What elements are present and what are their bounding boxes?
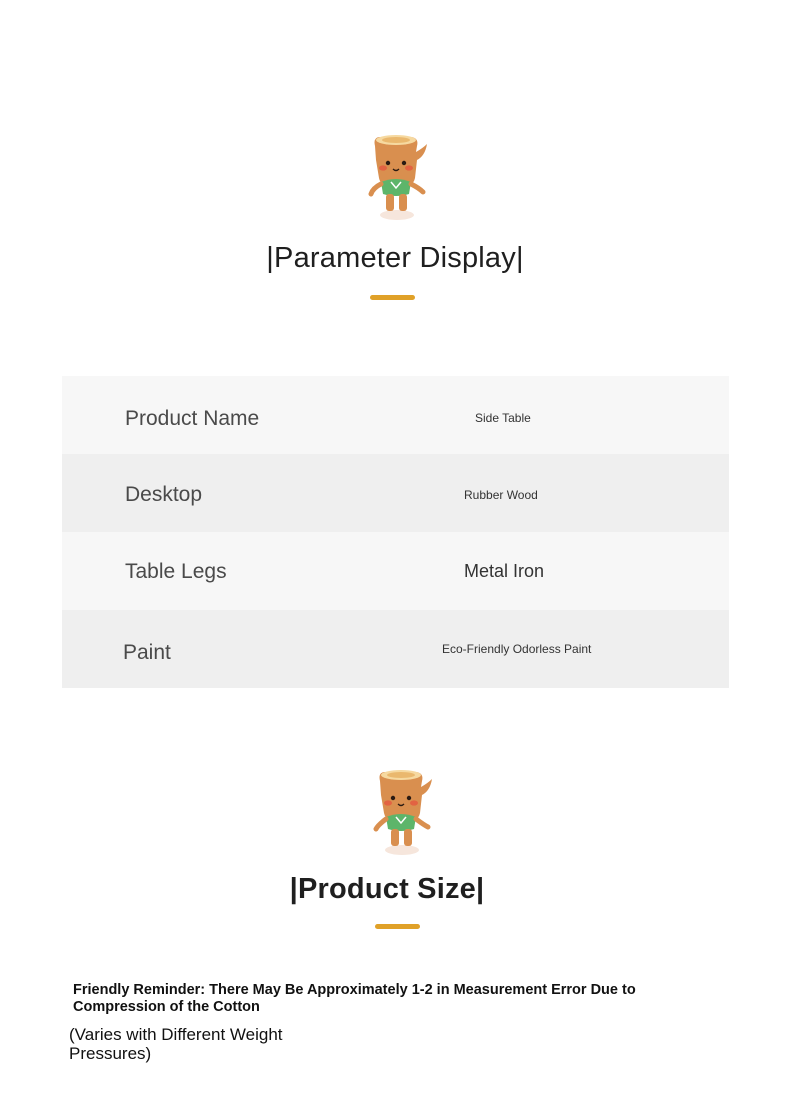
weight-note: (Varies with Different Weight Pressures) [69,1025,283,1063]
row-label: Table Legs [125,560,227,583]
tree-stump-mascot-icon [361,130,433,222]
row-value: Metal Iron [464,561,545,581]
table-row [62,532,729,610]
parameter-table [62,376,729,688]
row-value: Rubber Wood [464,488,538,502]
section-title-parameter-display: |Parameter Display| [266,242,524,274]
measurement-reminder: Friendly Reminder: There May Be Approximately 1-2 in Measurement Error Due to Compression of the Cotton [73,982,636,1015]
row-label: Product Name [125,407,260,430]
tree-stump-mascot-icon [366,765,438,857]
title-underline [370,295,415,300]
row-value: Side Table [475,411,531,425]
row-label: Desktop [125,483,203,506]
row-label: Paint [123,641,171,664]
section-title-product-size: |Product Size| [289,873,485,905]
table-row [62,376,729,454]
row-value: Eco-Friendly Odorless Paint [442,642,592,656]
table-row [62,610,729,688]
table-row [62,454,729,532]
title-underline [375,924,420,929]
